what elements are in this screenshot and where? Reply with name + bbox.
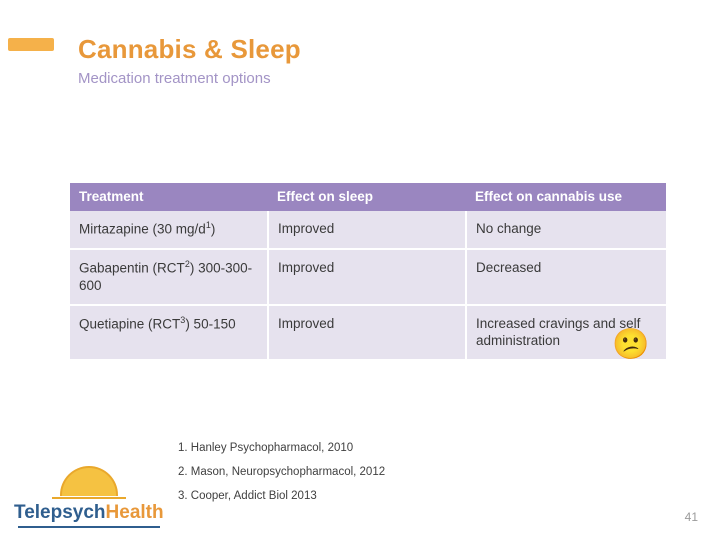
treatment-text-tail: ) <box>210 221 216 237</box>
confused-face-icon: 😕 <box>612 328 650 361</box>
logo-text-secondary: Health <box>105 502 164 523</box>
cell-treatment <box>70 211 268 249</box>
cell-effect-on-sleep: Improved <box>268 211 466 249</box>
column-header-effect-on-sleep: Effect on sleep <box>268 183 466 211</box>
treatment-table-wrapper <box>70 183 641 359</box>
table-row <box>70 249 666 305</box>
logo-underline <box>18 526 160 528</box>
footnote-ref: 1 <box>205 220 211 230</box>
column-header-effect-on-cannabis-use: Effect on cannabis use <box>466 183 666 211</box>
column-header-treatment: Treatment <box>70 183 268 211</box>
table-header-row <box>70 183 666 211</box>
footnote-ref: 2 <box>184 258 190 269</box>
cell-effect-on-cannabis-use: Increased cravings and self administration <box>466 305 666 360</box>
accent-bar <box>8 38 54 51</box>
cell-effect-on-cannabis-use: Decreased <box>466 249 666 305</box>
cell-effect-on-cannabis-use: No change <box>466 211 666 249</box>
treatment-text-tail: ) 50-150 <box>185 316 236 332</box>
footnote-list <box>178 442 598 514</box>
footnote-ref: 3 <box>180 314 186 325</box>
horizon-line <box>52 497 126 499</box>
sun-icon <box>60 466 118 496</box>
treatment-text: Quetiapine (RCT <box>79 316 181 332</box>
treatment-table <box>70 183 666 359</box>
footnote-item: 3. Cooper, Addict Biol 2013 <box>178 490 317 502</box>
treatment-text: Mirtazapine (30 mg/d <box>79 221 206 237</box>
table-row <box>70 211 666 249</box>
page-subtitle: Medication treatment options <box>78 70 271 87</box>
cell-treatment <box>70 305 268 360</box>
footnote-item: 1. Hanley Psychopharmacol, 2010 <box>178 442 354 454</box>
treatment-text: Gabapentin (RCT <box>79 260 185 276</box>
logo-text-primary: Telepsych <box>14 502 106 523</box>
cell-treatment <box>70 249 268 305</box>
cell-effect-on-sleep: Improved <box>268 249 466 305</box>
table-row <box>70 305 666 360</box>
logo-wordmark <box>14 502 164 524</box>
footnote-item: 2. Mason, Neuropsychopharmacol, 2012 <box>178 466 386 478</box>
cell-effect-on-sleep: Improved <box>268 305 466 360</box>
page-title: Cannabis & Sleep <box>78 34 301 64</box>
treatment-text-tail: ) 300-300-600 <box>79 260 253 293</box>
page-number: 41 <box>684 510 698 524</box>
telepsych-health-logo <box>14 466 164 528</box>
